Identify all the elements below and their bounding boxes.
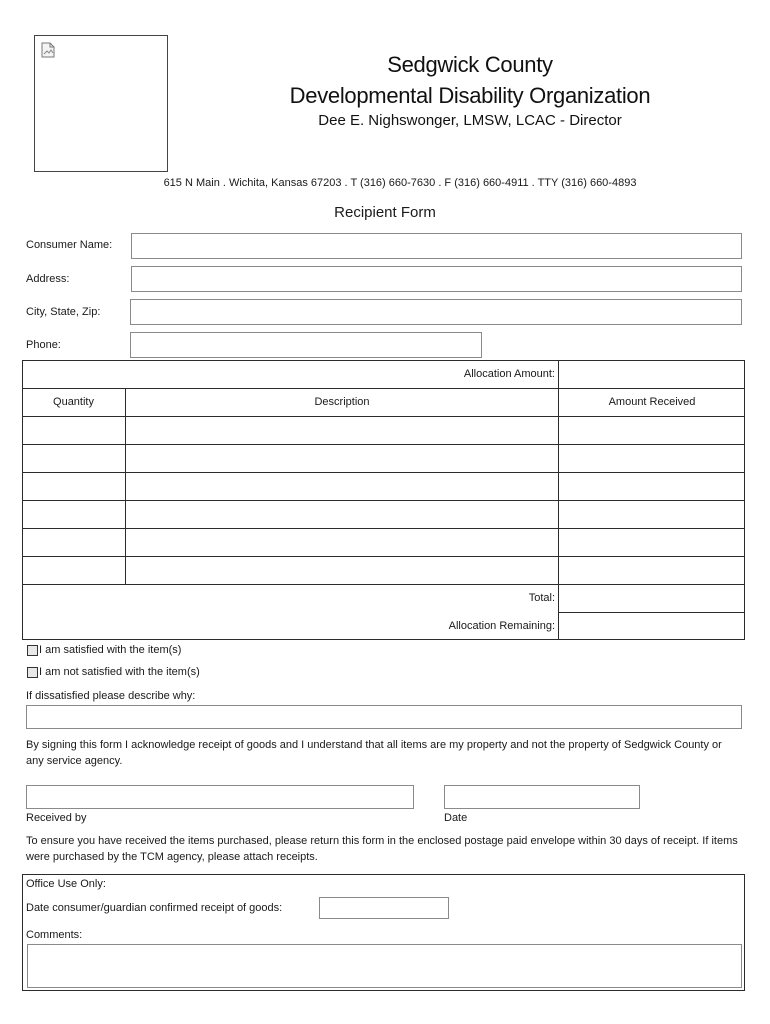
column-header-amount-received: Amount Received bbox=[608, 396, 696, 408]
amount-cell[interactable] bbox=[559, 501, 745, 528]
allocation-amount-field[interactable] bbox=[559, 361, 744, 388]
table-row bbox=[22, 473, 745, 500]
amount-cell[interactable] bbox=[559, 473, 745, 500]
description-cell[interactable] bbox=[126, 473, 558, 500]
table-row bbox=[22, 445, 745, 472]
description-cell[interactable] bbox=[126, 445, 558, 472]
quantity-cell[interactable] bbox=[22, 473, 125, 500]
amount-cell[interactable] bbox=[559, 557, 745, 584]
return-instructions: To ensure you have received the items purchased, please return this form in the enclosed postage paid envelope within 30 days of receipt. If items were purchased by the TCM agency, please attach receipts. bbox=[26, 835, 738, 863]
received-by-field[interactable] bbox=[26, 785, 414, 809]
description-cell[interactable] bbox=[126, 529, 558, 556]
date-label: Date bbox=[444, 812, 468, 824]
office-use-title: Office Use Only: bbox=[26, 878, 106, 890]
confirm-date-label: Date consumer/guardian confirmed receipt of goods: bbox=[26, 902, 283, 914]
amount-cell[interactable] bbox=[559, 529, 745, 556]
broken-image-icon bbox=[41, 42, 55, 58]
table-rule bbox=[22, 388, 745, 389]
not-satisfied-label: I am not satisfied with the item(s) bbox=[39, 666, 200, 678]
description-cell[interactable] bbox=[126, 501, 558, 528]
org-name: Sedgwick County bbox=[387, 52, 553, 77]
allocation-remaining-label: Allocation Remaining: bbox=[448, 620, 555, 632]
satisfied-label: I am satisfied with the item(s) bbox=[39, 644, 182, 656]
consumer-name-label: Consumer Name: bbox=[26, 239, 113, 251]
quantity-cell[interactable] bbox=[22, 501, 125, 528]
confirm-date-field[interactable] bbox=[319, 897, 449, 919]
total-label: Total: bbox=[528, 592, 555, 604]
quantity-cell[interactable] bbox=[22, 445, 125, 472]
address-label: Address: bbox=[26, 273, 70, 285]
phone-label: Phone: bbox=[26, 339, 61, 351]
table-row bbox=[22, 417, 745, 444]
phone-field[interactable] bbox=[130, 332, 482, 358]
quantity-cell[interactable] bbox=[22, 529, 125, 556]
satisfied-checkbox[interactable] bbox=[27, 645, 38, 656]
description-cell[interactable] bbox=[126, 417, 558, 444]
allocation-table bbox=[22, 360, 745, 640]
contact-address: 615 N Main . Wichita, Kansas 67203 . T (316) 660-7630 . F (316) 660-4911 . TTY (316) 660-4893 bbox=[163, 177, 637, 189]
column-header-quantity: Quantity bbox=[53, 396, 94, 408]
allocation-amount-label: Allocation Amount: bbox=[463, 368, 555, 380]
quantity-cell[interactable] bbox=[22, 417, 125, 444]
comments-label: Comments: bbox=[26, 929, 83, 941]
amount-cell[interactable] bbox=[559, 417, 745, 444]
quantity-cell[interactable] bbox=[22, 557, 125, 584]
director-line: Dee E. Nighswonger, LMSW, LCAC - Director bbox=[318, 112, 622, 129]
table-row bbox=[22, 529, 745, 556]
dissatisfied-reason-field[interactable] bbox=[26, 705, 742, 729]
description-cell[interactable] bbox=[126, 557, 558, 584]
office-use-section bbox=[22, 874, 745, 991]
amount-cell[interactable] bbox=[559, 445, 745, 472]
dissatisfied-prompt: If dissatisfied please describe why: bbox=[26, 690, 196, 702]
org-division: Developmental Disability Organization bbox=[289, 83, 651, 108]
form-title: Recipient Form bbox=[334, 204, 436, 221]
date-field[interactable] bbox=[444, 785, 640, 809]
column-header-description: Description bbox=[314, 396, 370, 408]
city-state-zip-field[interactable] bbox=[130, 299, 742, 325]
acknowledgement-text: By signing this form I acknowledge receipt of goods and I understand that all items are my property and not the property of Sedgwick County or any service agency. bbox=[26, 739, 722, 767]
comments-field[interactable] bbox=[27, 944, 742, 988]
received-by-label: Received by bbox=[26, 812, 87, 824]
address-field[interactable] bbox=[131, 266, 742, 292]
consumer-name-field[interactable] bbox=[131, 233, 742, 259]
logo-placeholder bbox=[34, 35, 168, 172]
total-field[interactable] bbox=[559, 585, 744, 612]
table-row bbox=[22, 557, 745, 584]
city-state-zip-label: City, State, Zip: bbox=[26, 306, 101, 318]
not-satisfied-checkbox[interactable] bbox=[27, 667, 38, 678]
allocation-remaining-field[interactable] bbox=[559, 613, 744, 639]
table-row bbox=[22, 501, 745, 528]
